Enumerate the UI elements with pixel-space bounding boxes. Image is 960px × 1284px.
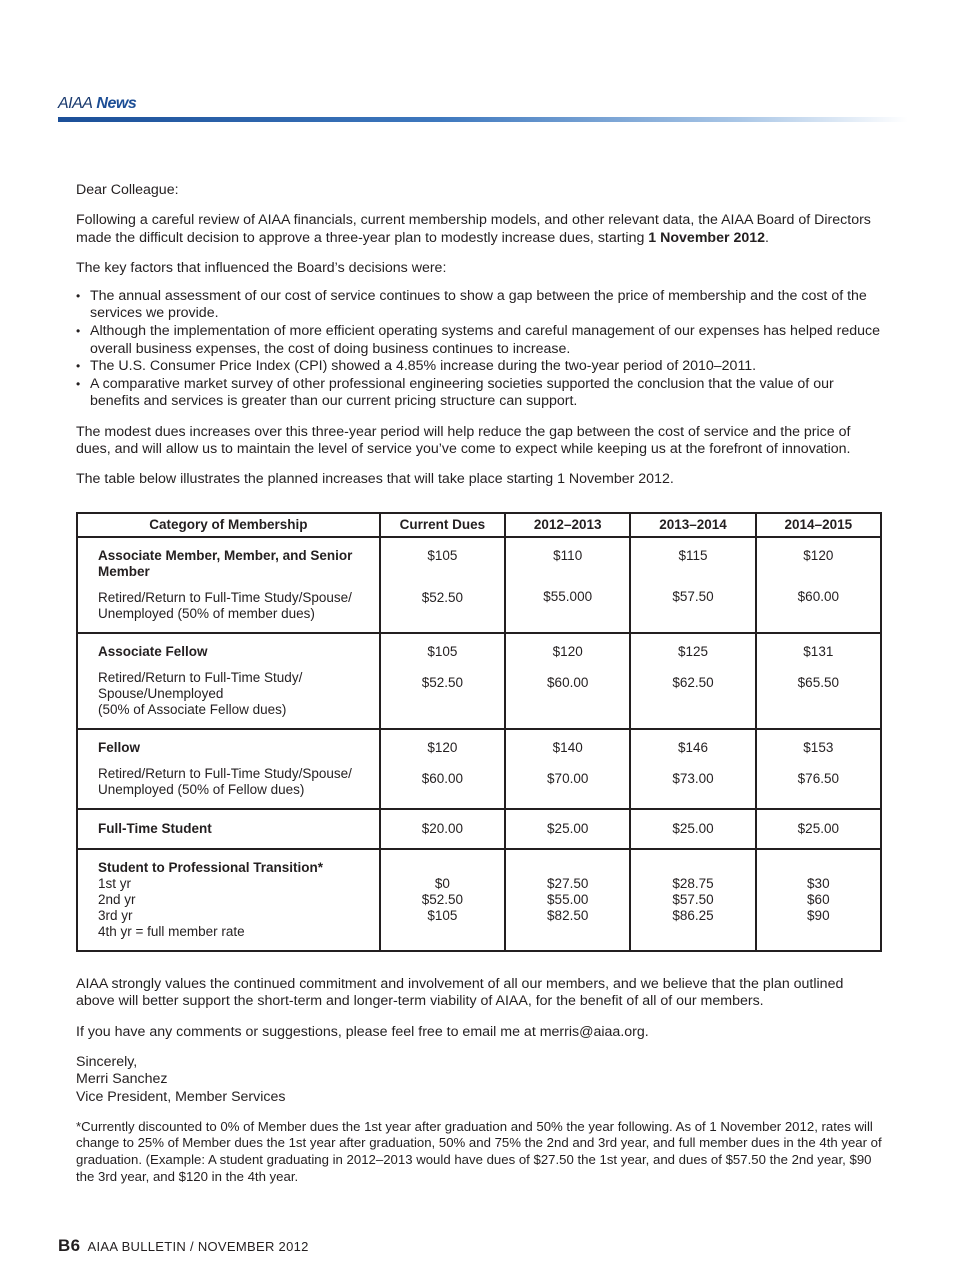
dues-value: $0 <box>434 875 450 891</box>
dues-value: $52.50 <box>421 891 464 907</box>
dues-cell <box>380 729 505 809</box>
dues-value: $55.00 <box>547 891 589 907</box>
dues-cell <box>630 729 755 809</box>
intro-paragraph <box>76 212 884 247</box>
comments-paragraph: If you have any comments or suggestions, please feel free to email me at merris@aiaa.org. <box>76 1023 649 1040</box>
factor-item: • A comparative market survey of other professional engineering societies supported the conclusion that the value of our benefits and services is greater than our current pricing structure can support. <box>76 376 884 411</box>
column-header: 2013–2014 <box>630 513 755 537</box>
dues-cell <box>505 633 630 729</box>
dues-value: $120 <box>552 643 583 659</box>
category-cell <box>77 633 380 729</box>
dues-table <box>76 512 882 952</box>
dues-value: $86.25 <box>672 907 714 923</box>
table-row <box>77 729 881 809</box>
category-sub-line: (50% of Associate Fellow dues) <box>98 701 287 717</box>
category-sub-line: Spouse/Unemployed <box>98 685 224 701</box>
category-sub-line: Retired/Return to Full-Time Study/ <box>98 669 303 685</box>
signature-block <box>76 1054 884 1107</box>
brand-suffix: News <box>96 95 137 112</box>
category-line: 3rd yr <box>98 907 133 923</box>
greeting: Dear Colleague: <box>76 182 179 198</box>
table-row <box>77 849 881 951</box>
dues-value: $25.00 <box>505 809 630 849</box>
table-intro: The table below illustrates the planned increases that will take place starting 1 November 2012. <box>76 471 674 488</box>
dues-value: $52.50 <box>421 589 464 605</box>
dues-value: $82.50 <box>547 907 589 923</box>
table-row <box>77 633 881 729</box>
category-main: Student to Professional Transition* <box>98 859 324 875</box>
aiaa-news-logo <box>58 94 908 114</box>
dues-value: $131 <box>803 643 834 659</box>
dues-cell <box>380 633 505 729</box>
letter-body <box>76 182 884 1185</box>
dues-value: $70.00 <box>547 770 589 786</box>
dues-cell <box>756 729 881 809</box>
column-header: Category of Membership <box>77 513 380 537</box>
dues-value: $153 <box>803 739 834 755</box>
dues-value: $52.50 <box>421 674 464 690</box>
dues-cell <box>756 633 881 729</box>
dues-value: $25.00 <box>756 809 881 849</box>
brand-prefix: AIAA <box>58 95 93 112</box>
category-line: 2nd yr <box>98 891 136 907</box>
dues-value: $60 <box>807 891 830 907</box>
dues-cell <box>505 729 630 809</box>
category-main: Full-Time Student <box>98 820 212 836</box>
column-header: 2012–2013 <box>505 513 630 537</box>
dues-cell <box>756 849 881 951</box>
closing: Sincerely, <box>76 1053 138 1070</box>
dues-value: $120 <box>427 739 458 755</box>
dues-value: $57.50 <box>672 588 714 604</box>
dues-value: $60.00 <box>797 588 839 604</box>
dues-cell <box>630 633 755 729</box>
dues-cell <box>380 537 505 633</box>
category-cell <box>77 849 380 951</box>
dues-value: $60.00 <box>547 674 589 690</box>
signer-title: Vice President, Member Services <box>76 1088 286 1105</box>
table-header-row <box>77 513 881 537</box>
dues-value: $25.00 <box>630 809 755 849</box>
category-cell <box>77 809 380 849</box>
values-paragraph: AIAA strongly values the continued commitment and involvement of all our members, and we believe that the plan outlined above will better support the short-term and longer-term viability of AIAA, for the benefit of all of our members. <box>76 975 844 1010</box>
dues-value: $28.75 <box>672 875 714 891</box>
dues-value: $140 <box>552 739 583 755</box>
category-main: Associate Fellow <box>98 643 208 659</box>
category-line: 1st yr <box>98 875 132 891</box>
factor-item: • Although the implementation of more efficient operating systems and careful management of our expenses has helped reduce overall business expenses, the cost of doing business continues to increase. <box>76 323 884 358</box>
dues-cell <box>630 849 755 951</box>
category-main: Associate Member, Member, and Senior Member <box>98 547 353 579</box>
category-main: Fellow <box>98 739 141 755</box>
category-cell <box>77 729 380 809</box>
factor-item: • The annual assessment of our cost of service continues to show a gap between the price of membership and the cost of the services we provide. <box>76 288 884 323</box>
dues-value: $20.00 <box>380 809 505 849</box>
intro-text: Following a careful review of AIAA financials, current membership models, and other relevant data, the AIAA Board of Directors made the difficult decision to approve a three-year plan to modestly increase dues, starting <box>76 212 871 246</box>
dues-value: $105 <box>427 643 458 659</box>
dues-cell <box>505 537 630 633</box>
dues-value: $30 <box>807 875 830 891</box>
column-header: 2014–2015 <box>756 513 881 537</box>
dues-cell <box>630 537 755 633</box>
factors-lead: The key factors that influenced the Board’s decisions were: <box>76 259 447 276</box>
page-number: B6 <box>58 1236 81 1255</box>
dues-value: $60.00 <box>421 770 464 786</box>
intro-end: . <box>765 229 769 246</box>
page-footer <box>58 1236 309 1256</box>
table-row <box>77 809 881 849</box>
dues-value: $110 <box>553 547 583 563</box>
page-header <box>58 94 908 122</box>
dues-cell <box>756 537 881 633</box>
footnote: *Currently discounted to 0% of Member dues the 1st year after graduation and 50% the year following. As of 1 November 2012, rates will change to 25% of Member dues the 1st year after graduation, 50% and 75% the 2nd and 3rd year, and full member dues in the 4th year of graduation. (Example: A student graduating in 2012–2013 would have dues of $27.50 the 1st year, and dues of $57.50 the 2nd year, $90 the 3rd year, and $120 in the 4th year. <box>76 1118 882 1184</box>
category-sub: Retired/Return to Full-Time Study/Spouse/ Unemployed (50% of member dues) <box>98 589 352 621</box>
modest-paragraph: The modest dues increases over this three-year period will help reduce the gap between the cost of service and the price of dues, and will allow us to maintain the level of service you’ve come to expect while keeping us at the forefront of innovation. <box>76 423 851 458</box>
dues-value: $115 <box>678 547 708 563</box>
dues-value: $27.50 <box>547 875 589 891</box>
factor-item: • The U.S. Consumer Price Index (CPI) showed a 4.85% increase during the two-year period of 2010–2011. <box>76 358 884 376</box>
dues-cell <box>505 849 630 951</box>
dues-value: $76.50 <box>797 770 839 786</box>
header-rule <box>58 117 908 122</box>
publication-name: AIAA BULLETIN / NOVEMBER 2012 <box>87 1239 309 1254</box>
factors-list <box>76 288 884 411</box>
dues-cell <box>380 849 505 951</box>
column-header: Current Dues <box>380 513 505 537</box>
dues-value: $57.50 <box>672 891 714 907</box>
category-sub: Retired/Return to Full-Time Study/Spouse/ Unemployed (50% of Fellow dues) <box>98 765 352 797</box>
dues-value: $125 <box>677 643 709 659</box>
dues-value: $73.00 <box>672 770 714 786</box>
dues-value: $65.50 <box>797 674 839 690</box>
dues-value: $120 <box>803 547 834 563</box>
dues-value: $90 <box>807 907 830 923</box>
category-cell <box>77 537 380 633</box>
dues-value: $55.000 <box>543 588 593 604</box>
table-row <box>77 537 881 633</box>
dues-value: $146 <box>677 739 709 755</box>
signer-name: Merri Sanchez <box>76 1071 168 1088</box>
dues-value: $105 <box>427 907 458 923</box>
intro-date: 1 November 2012 <box>648 229 766 246</box>
category-line: 4th yr = full member rate <box>98 923 245 939</box>
dues-value: $62.50 <box>672 674 714 690</box>
dues-value: $105 <box>427 547 458 563</box>
